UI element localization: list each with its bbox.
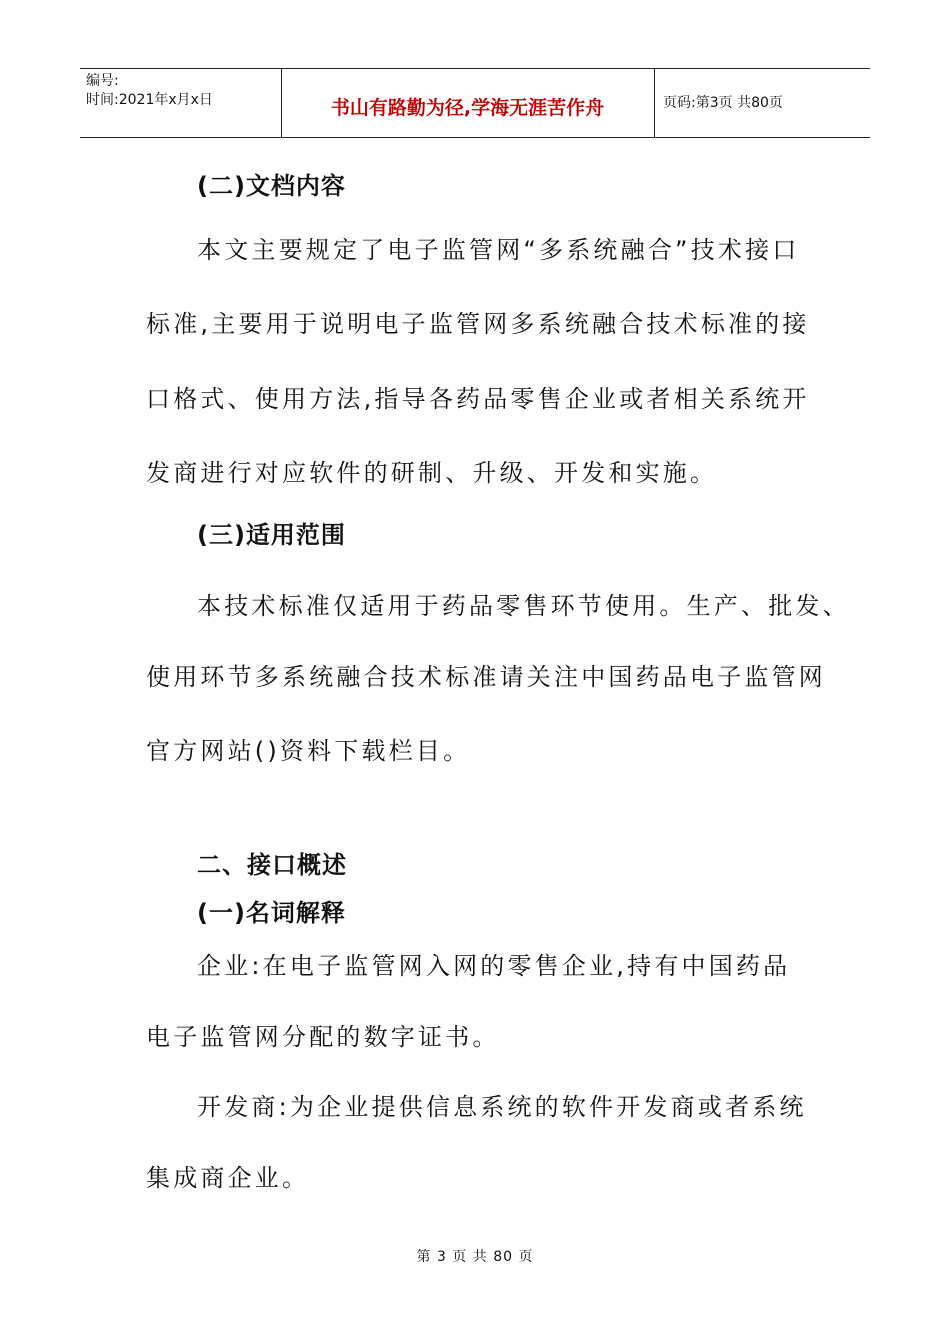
- page-footer: 第 3 页 共 80 页: [416, 1249, 534, 1265]
- paragraph-line: 集成商企业。: [146, 1164, 310, 1192]
- document-number-label: 编号:: [86, 73, 119, 89]
- header-right-cell: [655, 69, 870, 137]
- section-heading-scope: (三)适用范围: [197, 521, 346, 549]
- paragraph-line: 开发商:为企业提供信息系统的软件开发商或者系统: [197, 1093, 807, 1121]
- paragraph-line: 使用环节多系统融合技术标准请关注中国药品电子监管网: [146, 663, 826, 691]
- paragraph-line: 标准,主要用于说明电子监管网多系统融合技术标准的接: [146, 310, 810, 338]
- paragraph-line: 口格式、使用方法,指导各药品零售企业或者相关系统开: [146, 385, 810, 413]
- header-middle-cell: [281, 69, 655, 137]
- document-time-label: 时间:2021年x月x日: [86, 92, 213, 108]
- header-page-info: 页码:第3页 共80页: [663, 95, 783, 111]
- paragraph-line: 本文主要规定了电子监管网“多系统融合”技术接口: [197, 236, 800, 264]
- page-header: [80, 68, 870, 138]
- paragraph-line: 企业:在电子监管网入网的零售企业,持有中国药品: [197, 952, 791, 980]
- section-heading-terms: (一)名词解释: [197, 899, 346, 927]
- paragraph-line: 本技术标准仅适用于药品零售环节使用。生产、批发、: [197, 592, 850, 620]
- section-heading-doc-content: (二)文档内容: [197, 172, 346, 200]
- chapter-heading-interface-overview: 二、接口概述: [197, 851, 347, 879]
- header-motto: 书山有路勤为径,学海无涯苦作舟: [330, 97, 605, 119]
- paragraph-line: 发商进行对应软件的研制、升级、开发和实施。: [146, 459, 718, 487]
- paragraph-line: 官方网站()资料下载栏目。: [146, 737, 471, 765]
- paragraph-line: 电子监管网分配的数字证书。: [146, 1023, 500, 1051]
- header-left-cell: [80, 69, 282, 137]
